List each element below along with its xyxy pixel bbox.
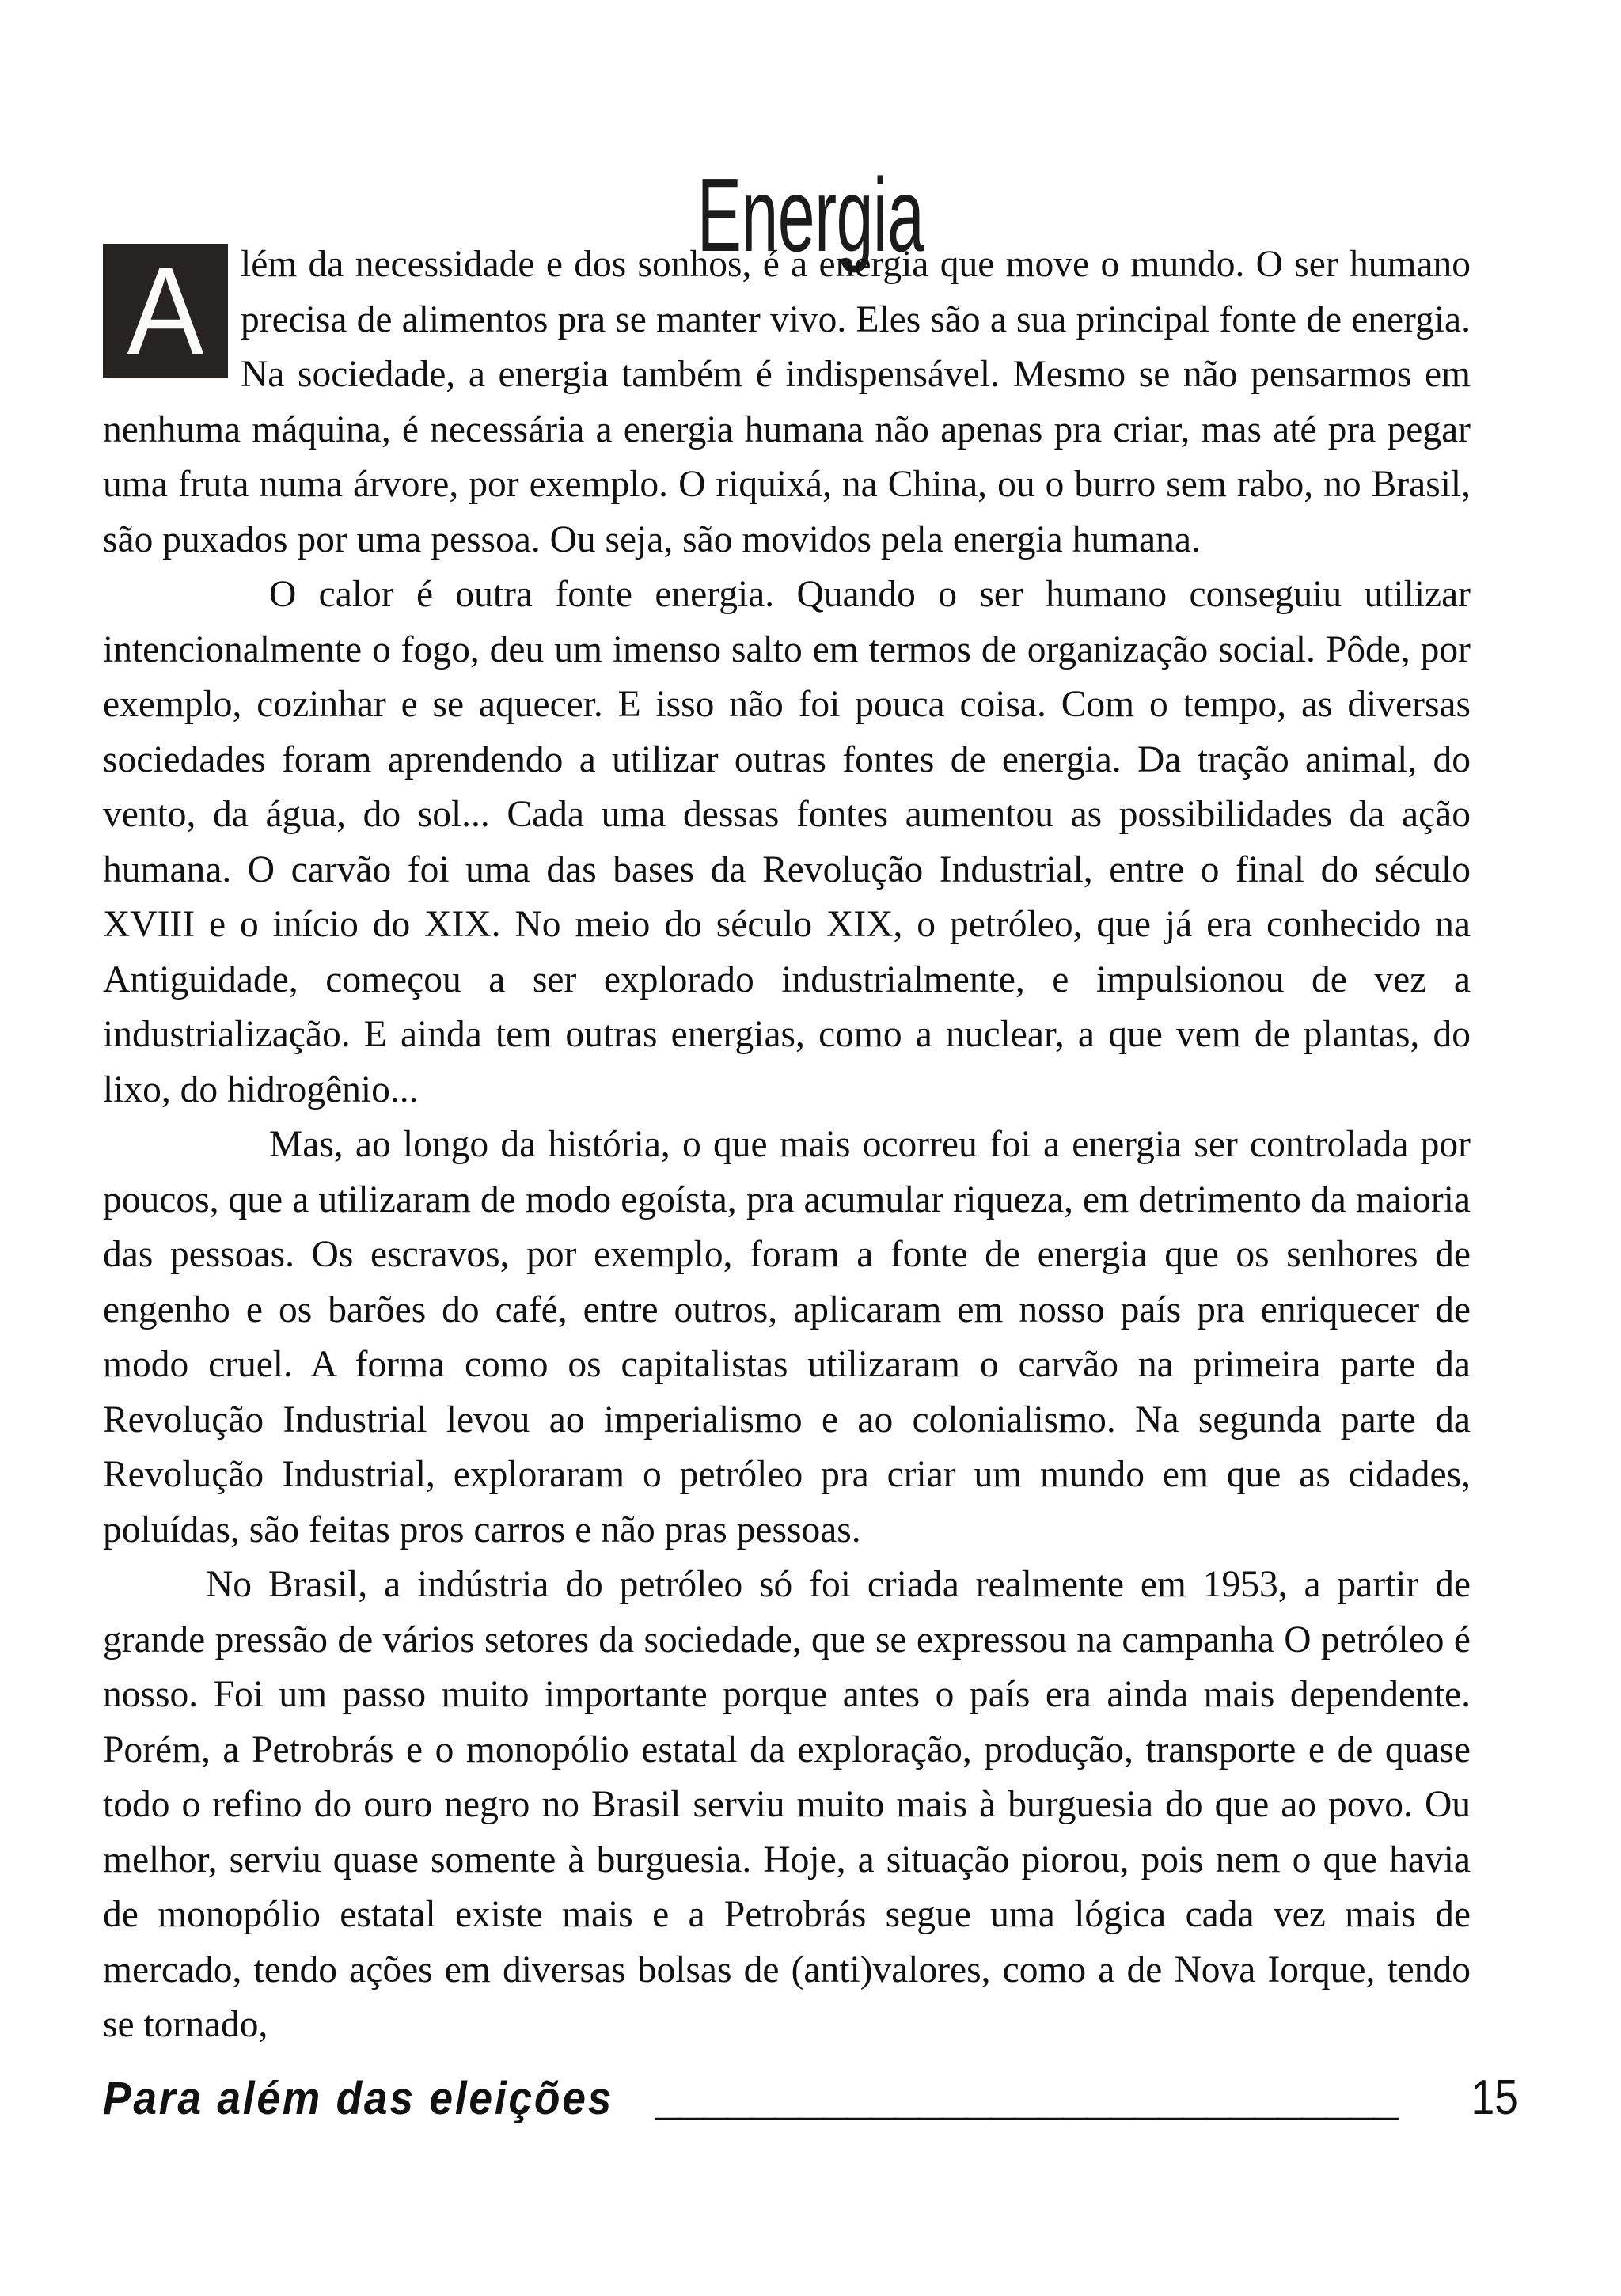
paragraph-1 (103, 237, 1471, 567)
footer-rule: _______________________________ (655, 2076, 1398, 2122)
drop-cap (103, 241, 228, 381)
paragraph-2: O calor é outra fonte energia. Quando o ser humano conseguiu utilizar intencionalmente o fogo, deu um imenso salto em termos de organização social. Pôde, por exemplo, cozinhar e se aquecer. E isso não foi pouca coisa. Com o tempo, as diversas sociedades foram aprendendo a utilizar outras fontes de energia. Da tração animal, do vento, da água, do sol... Cada uma dessas fontes aumentou as possibilidades da ação humana. O carvão foi uma das bases da Revolução Industrial, entre o final do século XVIII e o início do XIX. No meio do século XIX, o petróleo, que já era conhecido na Antiguidade, começou a ser explorado industrialmente, e impulsionou de vez a industrialização. E ainda tem outras energias, como a nuclear, a que vem de plantas, do lixo, do hidrogênio... (103, 574, 1471, 1110)
paragraph-4: No Brasil, a indústria do petróleo só foi criada realmente em 1953, a partir de grande pressão de vários setores da sociedade, que se expressou na campanha O petróleo é nosso. Foi um passo muito importante porque antes o país era ainda mais dependente. Porém, a Petrobrás e o monopólio estatal da exploração, produção, transporte e de quase todo o refino do ouro negro no Brasil serviu muito mais à burguesia do que ao povo. Ou melhor, serviu quase somente à burguesia. Hoje, a situação piorou, pois nem o que havia de monopólio estatal existe mais e a Petrobrás segue uma lógica cada vez mais de mercado, tendo ações em diversas bolsas de (anti)valores, como a de Nova Iorque, tendo se tornado, (103, 1564, 1471, 2045)
paragraph-1-text: lém da necessidade e dos sonhos, é a energia que move o mundo. O ser humano precisa de alimentos pra se manter vivo. Eles são a sua principal fonte de energia. Na sociedade, a energia também é indispensável. Mesmo se não pensarmos em nenhuma máquina, é necessária a energia humana não apenas pra criar, mas até pra pegar uma fruta numa árvore, por exemplo. O riquixá, na China, ou o burro sem rabo, no Brasil, são puxados por uma pessoa. Ou seja, são movidos pela energia humana. (103, 244, 1471, 560)
body-text-column (103, 237, 1471, 2053)
page-title: Energia (697, 157, 924, 274)
page-footer (103, 2074, 1518, 2145)
footer-book-title: Para além das eleições (103, 2074, 614, 2124)
page-number: 15 (1471, 2074, 1518, 2125)
paragraph-3: Mas, ao longo da história, o que mais ocorreu foi a energia ser controlada por poucos, que a utilizaram de modo egoísta, pra acumular riqueza, em detrimento da maioria das pessoas. Os escravos, por exemplo, foram a fonte de energia que os senhores de engenho e os barões do café, entre outros, aplicaram em nosso país pra enriquecer de modo cruel. A forma como os capitalistas utilizaram o carvão na primeira parte da Revolução Industrial levou ao imperialismo e ao colonialismo. Na segunda parte da Revolução Industrial, exploraram o petróleo pra criar um mundo em que as cidades, poluídas, são feitas pros carros e não pras pessoas. (103, 1124, 1471, 1550)
drop-cap-letter: A (127, 241, 204, 381)
